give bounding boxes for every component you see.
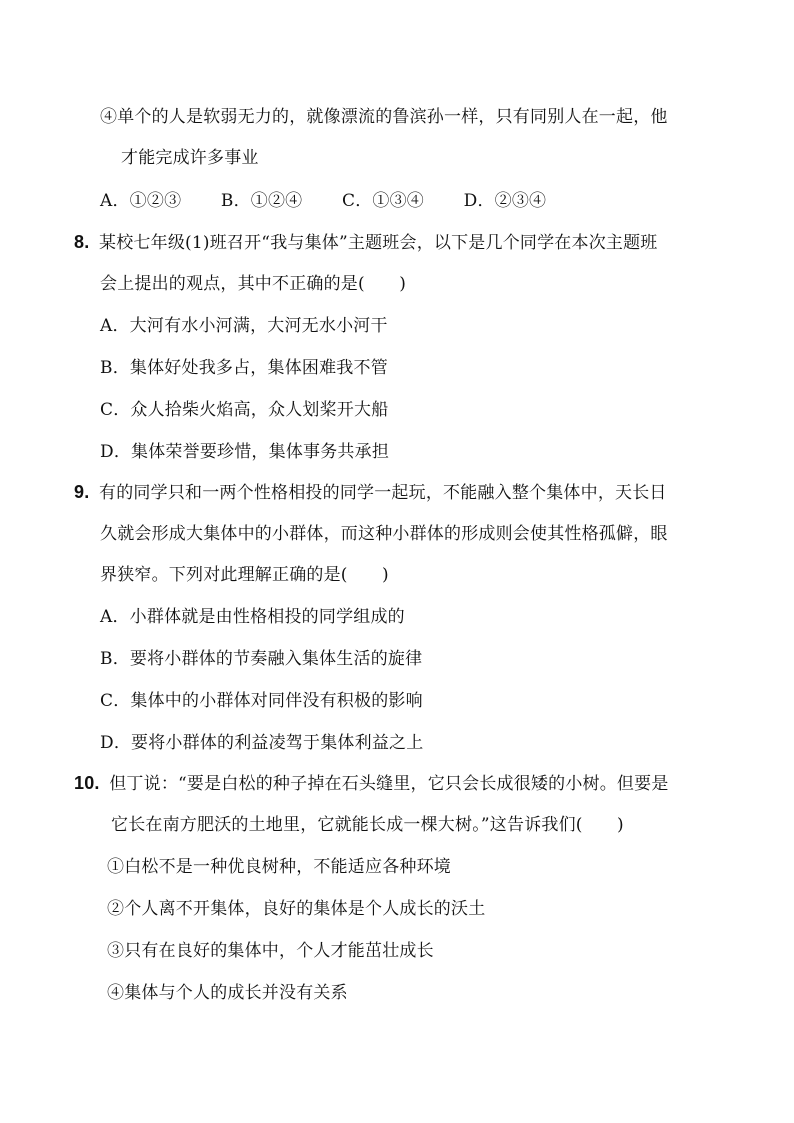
q7-item-4-line-2: 才能完成许多事业 — [121, 148, 259, 168]
q7-option-b: B．①②④ — [220, 191, 303, 211]
q9-stem-text-1: 有的同学只和一两个性格相投的同学一起玩，不能融入整个集体中，天长日 — [99, 483, 667, 503]
q10-item-2: ②个人离不开集体，良好的集体是个人成长的沃土 — [107, 899, 486, 919]
q9-option-b: B．要将小群体的节奏融入集体生活的旋律 — [100, 649, 423, 669]
q8-stem-text-1: 某校七年级(1)班召开“我与集体”主题班会，以下是几个同学在本次主题班 — [99, 233, 658, 253]
q9-option-d: D．要将小群体的利益凌驾于集体利益之上 — [100, 733, 424, 753]
q7-option-a: A．①②③ — [100, 191, 182, 211]
q10-number: 10. — [74, 773, 100, 793]
q9-stem-line-2: 久就会形成大集体中的小群体，而这种小群体的形成则会使其性格孤僻，眼 — [100, 524, 668, 544]
q7-option-d: D．②③④ — [463, 191, 547, 211]
q8-stem-line-2: 会上提出的观点，其中不正确的是( ) — [100, 274, 407, 294]
q9-stem-line-3: 界狭窄。下列对此理解正确的是( ) — [100, 565, 389, 585]
q7-options — [100, 189, 580, 213]
q10-stem-line-2: 它长在南方肥沃的土地里，它就能长成一棵大树。”这告诉我们( ) — [111, 815, 624, 835]
q7-item-4-line-1: ④单个的人是软弱无力的，就像漂流的鲁滨孙一样，只有同别人在一起，他 — [100, 107, 668, 127]
q9-option-a: A．小群体就是由性格相投的同学组成的 — [100, 607, 405, 627]
q8-option-c: C．众人拾柴火焰高，众人划桨开大船 — [100, 400, 389, 420]
q9-number: 9. — [74, 482, 90, 502]
q10-stem-line-1 — [74, 771, 669, 796]
q8-option-d: D．集体荣誉要珍惜，集体事务共承担 — [100, 442, 390, 462]
q8-option-b: B．集体好处我多占，集体困难我不管 — [100, 358, 388, 378]
q7-option-c: C．①③④ — [342, 191, 425, 211]
q8-stem-line-1 — [74, 230, 658, 255]
q10-stem-text-1: 但丁说：“要是白松的种子掉在石头缝里，它只会长成很矮的小树。但要是 — [109, 774, 669, 794]
q10-item-1: ①白松不是一种优良树种，不能适应各种环境 — [107, 857, 451, 877]
q10-item-3: ③只有在良好的集体中，个人才能茁壮成长 — [107, 941, 434, 961]
q8-option-a: A．大河有水小河满，大河无水小河干 — [100, 316, 388, 336]
q10-item-4: ④集体与个人的成长并没有关系 — [107, 983, 348, 1003]
q9-stem-line-1 — [74, 480, 667, 505]
q9-option-c: C．集体中的小群体对同伴没有积极的影响 — [100, 691, 423, 711]
q8-number: 8. — [74, 232, 90, 252]
